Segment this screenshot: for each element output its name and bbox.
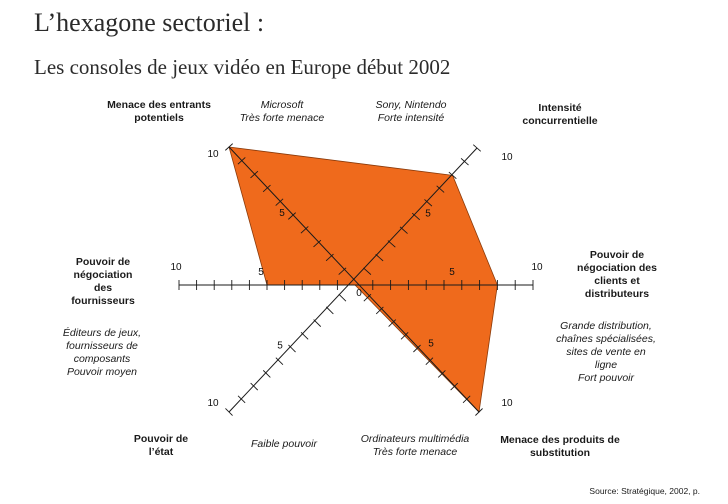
page-title: L’hexagone sectoriel : [34, 8, 265, 37]
tick-label-10: 10 [531, 262, 543, 273]
source-note: Source: Stratégique, 2002, p. [589, 486, 700, 496]
label-entrants: Menace des entrants potentiels [107, 99, 211, 124]
label-fournisseurs-detail: Éditeurs de jeux, fournisseurs de composants Pouvoir moyen [62, 327, 142, 378]
axis-tick [251, 383, 258, 390]
page-subtitle: Les consoles de jeux vidéo en Europe début 2002 [34, 55, 451, 79]
tick-label-10: 10 [501, 152, 513, 163]
tick-label-0: 0 [356, 288, 362, 299]
tick-label-5: 5 [428, 338, 434, 350]
tick-label-10: 10 [170, 262, 182, 273]
label-intensite: Intensité concurrentielle [522, 102, 598, 127]
label-substitution: Menace des produits de substitution [500, 434, 620, 459]
tick-label-10: 10 [207, 149, 219, 160]
label-clients-detail: Grande distribution, chaînes spécialisées, sites de vente en ligne Fort pouvoir [556, 320, 656, 384]
label-fournisseurs: Pouvoir de négociation des fournisseurs [71, 256, 135, 307]
tick-label-10: 10 [501, 398, 513, 409]
axis-tick [326, 307, 333, 314]
tick-label-5: 5 [279, 208, 285, 219]
tick-label-5: 5 [425, 208, 431, 220]
tick-label-5: 5 [277, 340, 283, 352]
axis-tick [288, 345, 295, 352]
label-ordinateurs: Ordinateurs multimédia Très forte menace [360, 433, 470, 458]
label-etat-level: Faible pouvoir [251, 438, 317, 450]
tick-label-10: 10 [207, 398, 219, 409]
tick-label-5: 5 [258, 267, 264, 278]
label-clients: Pouvoir de négociation des clients et distributeurs [577, 249, 657, 300]
label-microsoft: Microsoft Très forte menace [239, 99, 325, 124]
label-etat: Pouvoir de l’état [133, 433, 189, 458]
label-sony: Sony, Nintendo Forte intensité [375, 99, 447, 124]
axis-tick [339, 294, 346, 301]
tick-label-5: 5 [449, 267, 455, 278]
axis-tick [314, 320, 321, 327]
axis-tick [301, 332, 308, 339]
